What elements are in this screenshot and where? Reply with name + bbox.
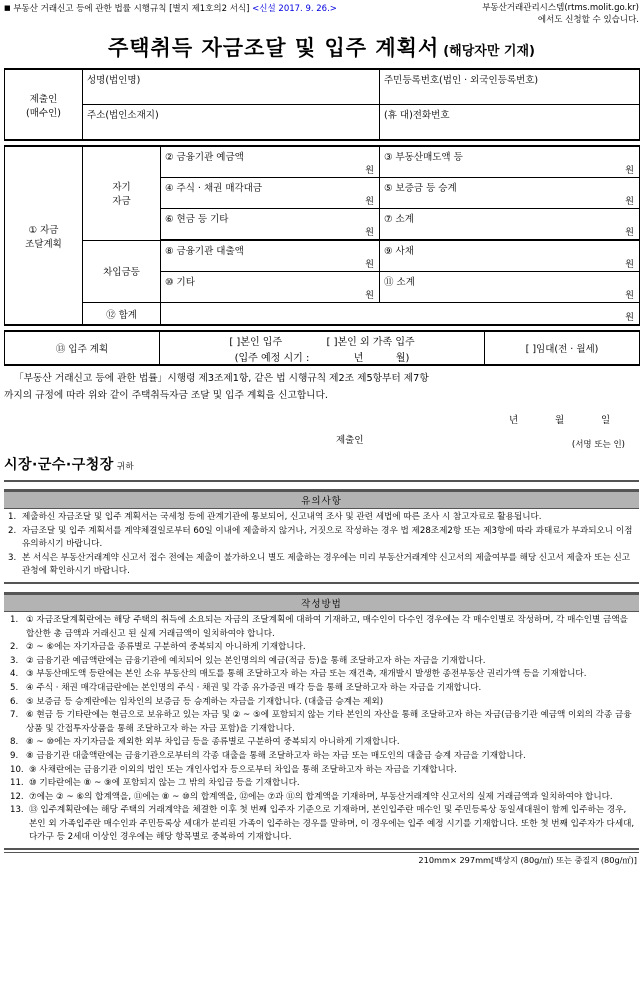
table-row — [5, 69, 640, 105]
list-number: 13. — [10, 805, 24, 816]
funding-field-9[interactable] — [380, 240, 640, 272]
address-field-cell[interactable] — [83, 105, 380, 141]
list-item — [10, 764, 637, 778]
rrn-label: 주민등록번호(법인 · 외국인등록번호) — [384, 75, 539, 86]
list-text: ④ 주식 · 채권 매각대금란에는 본인명의 주식 · 채권 및 각종 유가증권 매각 등을 통해 조달하고자 하는 자금을 기재합니다. — [26, 682, 482, 693]
table-row — [5, 240, 640, 272]
list-text: 본 서식은 부동산거래계약 신고서 접수 전에는 제출이 불가하오니 별도 제출하는 경우에는 미리 부동산거래계약 신고서의 제출여부를 해당 신고서 제출자 또는 신고관청에 확인하시기 바랍니다. — [22, 552, 631, 577]
signature-caption: (서명 또는 인) — [571, 440, 625, 450]
list-text: ⑧ ~ ⑩에는 자기자금을 제외한 외부 차입금 등을 종류별로 구분하여 중복되지 아니하게 기재합니다. — [26, 737, 400, 748]
list-number: 1. — [8, 512, 17, 522]
submitter-table — [4, 68, 640, 141]
list-item — [10, 777, 637, 791]
table-row — [5, 303, 640, 326]
list-text: ① 자금조달계획란에는 해당 주택의 취득에 소요되는 자금의 조달계획에 대하여 기재하고, 매수인이 다수인 경우에는 각 매수인별로 작성하며, 각 매수인별 금액을 합산한 총 금액과 거래신고 된 실제 거래금액이 일치하여야 합니다. — [26, 614, 628, 639]
statute-paragraph — [4, 370, 639, 404]
total-label-text: ⑫ 합계 — [106, 309, 137, 321]
list-item — [10, 750, 637, 764]
schedule-year-input[interactable]: 년 — [353, 353, 364, 364]
header-left — [4, 3, 461, 15]
list-text: ⑤ 보증금 등 승계란에는 임차인의 보증금 등 승계하는 자금을 기재합니다. (대출금 승계는 제외) — [26, 696, 384, 707]
funding-label-7: ⑦ 소계 — [384, 214, 414, 225]
list-number: 3. — [8, 552, 17, 563]
list-text: ⑩ 기타란에는 ⑧ ~ ⑨에 포함되지 않는 그 밖의 차입금 등을 기재합니다. — [29, 778, 300, 789]
statute-line-1: 「부동산 거래신고 등에 관한 법률」시행령 제3조제1항, 같은 법 시행규칙 제2조 제5항부터 제7항 — [14, 373, 429, 384]
occupancy-label-text: ⑬ 입주 계획 — [55, 344, 109, 355]
funding-plan-table — [4, 145, 640, 326]
funding-field-11[interactable] — [380, 272, 640, 303]
date-month-input[interactable]: 월 — [555, 415, 565, 426]
list-text: ⑬ 입주계획란에는 해당 주택의 거래계약을 체결한 이후 첫 번째 입주자 기준으로 기재하며, 본인입주란 매수인 및 주민등록상 동일세대원이 함께 입주하는 경우, 본인 외 가족입주란 매수인과 주민등록상 세대가 분리된 가족이 입주하는 경우를 말하며, 이 경우에는 입주 예정 시기를 기재합니다. 또한 첫 번째 입주자가 다세대, 다가구 등 2세대 이상인 경우에는 해당 항목별로 중복하여 기재합니다. — [29, 805, 635, 843]
won-unit: 원 — [625, 291, 634, 301]
own-funds-line1: 자기 — [112, 182, 131, 194]
list-text: ⑦에는 ② ~ ⑥의 합계액을, ⑪에는 ⑧ ~ ⑩의 합계액을, ⑫에는 ⑦과 ⑪의 합계액을 기재하며, 부동산거래계약 신고서의 실제 거래금액과 일치하여야 합니다. — [29, 791, 613, 802]
list-number: 11. — [10, 778, 24, 789]
header-system-note: 에서도 신청할 수 있습니다. — [537, 14, 639, 25]
list-number: 1. — [10, 614, 19, 625]
name-label: 성명(법인명) — [87, 75, 141, 86]
date-line — [4, 412, 639, 426]
list-number: 7. — [10, 710, 19, 721]
borrowed-funds-label — [83, 240, 161, 303]
addressee-line — [4, 454, 639, 474]
won-unit: 원 — [625, 197, 634, 207]
occupancy-section-label — [5, 331, 160, 365]
rrn-field-cell[interactable] — [380, 69, 640, 105]
funding-label-6: ⑥ 현금 등 기타 — [165, 214, 229, 225]
list-number: 2. — [8, 525, 17, 536]
list-item — [8, 552, 637, 579]
funding-label-line1: ① 자금 — [28, 224, 59, 236]
schedule-month-input[interactable]: 월) — [395, 353, 410, 364]
notice-body — [4, 509, 639, 582]
funding-label-4: ④ 주식 · 채권 매각대금 — [165, 183, 263, 194]
header-right — [461, 3, 639, 26]
list-text: ③ 부동산매도액 등란에는 본인 소유 부동산의 매도를 통해 조달하고자 하는 자금 또는 재건축, 재개발시 발생한 종전부동산 권리가액 등을 기재합니다. — [26, 669, 587, 680]
list-text: ② 금융기관 예금액란에는 금융기관에 예치되어 있는 본인명의의 예금(적금 등)을 통해 조달하고자 하는 자금을 기재합니다. — [26, 655, 486, 666]
checkbox-lease[interactable]: [ ]임대(전 · 월세) — [525, 344, 599, 355]
occupancy-lease-cell — [485, 331, 640, 365]
own-funds-label — [83, 146, 161, 240]
date-year-input[interactable]: 년 — [509, 415, 519, 426]
paper-spec: 210mm× 297mm[백상지 (80g/㎡) 또는 중질지 (80g/㎡)] — [418, 855, 637, 866]
funding-field-5[interactable] — [380, 178, 640, 209]
funding-field-3[interactable] — [380, 146, 640, 178]
footer — [4, 852, 639, 866]
list-text: ⑥ 현금 등 기타란에는 현금으로 보유하고 있는 자금 및 ② ~ ⑤에 포함되지 않는 기타 본인의 자산을 통해 조달하고자 하는 자금(금융기관 예금액 이외의 각종 금융상품 및 간접투자상품을 통해 조달하고자 하는 자금 포함)을 기재합니다. — [26, 710, 632, 734]
notice-heading: 유의사항 — [4, 491, 639, 509]
borrowed-label-text: 차입금등 — [103, 267, 140, 279]
occupancy-schedule-row — [160, 348, 484, 364]
funding-field-8[interactable] — [161, 240, 380, 272]
funding-field-2[interactable] — [161, 146, 380, 178]
won-unit: 원 — [625, 313, 634, 323]
schedule-prefix: (입주 예정 시기 : — [234, 353, 310, 364]
section-divider-bar — [4, 477, 639, 482]
title-main: 주택취득 자금조달 및 입주 계획서 — [107, 36, 440, 60]
list-item — [10, 696, 637, 710]
funding-label-9: ⑨ 사채 — [384, 246, 414, 257]
name-field-cell[interactable] — [83, 69, 380, 105]
bullet-square-icon: ■ — [4, 4, 11, 12]
won-unit: 원 — [365, 260, 374, 270]
funding-label-2: ② 금융기관 예금액 — [165, 152, 244, 163]
instructions-body — [4, 612, 639, 848]
won-unit: 원 — [365, 291, 374, 301]
submitter-caption: 제출인 — [336, 435, 364, 446]
list-item — [10, 614, 637, 641]
list-text: ⑧ 금융기관 대출액란에는 금융기관으로부터의 각종 대출을 통해 조달하고자 하는 자금 또는 매도인의 대출금 승계 자금을 기재합니다. — [26, 750, 526, 761]
statute-line-2: 까지의 규정에 따라 위와 같이 주택취득자금 조달 및 입주 계획을 신고합니다. — [4, 390, 328, 401]
won-unit: 원 — [365, 197, 374, 207]
list-item — [10, 682, 637, 696]
funding-total-field[interactable] — [161, 303, 640, 326]
occupancy-options-cell — [160, 331, 485, 365]
funding-field-4[interactable] — [161, 178, 380, 209]
submitter-row-label — [5, 69, 83, 140]
funding-field-7[interactable] — [380, 209, 640, 241]
list-number: 9. — [10, 750, 19, 761]
instructions-heading: 작성방법 — [4, 594, 639, 612]
submitter-label-line2: (매수인) — [26, 107, 61, 119]
list-text: ⑨ 사채란에는 금융기관 이외의 법인 또는 개인사업자 등으로부터 차입을 통해 조달하고자 하는 자금을 기재합니다. — [29, 764, 457, 775]
header-form-reference: 부동산 거래신고 등에 관한 법률 시행규칙 [별지 제1호의2 서식] — [13, 4, 250, 14]
list-number: 3. — [10, 655, 19, 666]
list-item — [8, 511, 637, 525]
page-title — [4, 32, 639, 62]
occupancy-options-row — [160, 332, 484, 348]
addressee-title: 시장·군수·구청장 — [4, 457, 114, 473]
table-row — [5, 105, 640, 141]
won-unit: 원 — [625, 228, 634, 238]
funding-label-8: ⑧ 금융기관 대출액 — [165, 246, 244, 257]
date-day-input[interactable]: 일 — [601, 415, 611, 426]
funding-label-3: ③ 부동산매도액 등 — [384, 152, 463, 163]
funding-label-line2: 조달계획 — [25, 238, 62, 250]
list-number: 4. — [10, 669, 19, 680]
addressee-suffix: 귀하 — [116, 462, 135, 472]
funding-field-6[interactable] — [161, 209, 380, 241]
list-number: 2. — [10, 642, 19, 653]
funding-label-5: ⑤ 보증금 등 승계 — [384, 183, 457, 194]
list-item — [10, 655, 637, 669]
list-item — [8, 525, 637, 552]
checkbox-family-occupancy[interactable]: [ ]본인 외 가족 입주 — [326, 337, 415, 348]
checkbox-self-occupancy[interactable]: [ ]본인 입주 — [229, 337, 283, 348]
occupancy-plan-table — [4, 330, 640, 366]
header-revision-note: <신설 2017. 9. 26.> — [252, 4, 337, 14]
list-number: 8. — [10, 737, 19, 748]
title-sub: (해당자만 기재) — [443, 44, 535, 59]
funding-field-10[interactable] — [161, 272, 380, 303]
document-header — [4, 0, 639, 26]
funding-section-label — [5, 146, 83, 325]
list-item — [10, 709, 637, 736]
won-unit: 원 — [365, 166, 374, 176]
table-row — [5, 146, 640, 178]
signature-row — [4, 432, 639, 452]
table-row — [5, 331, 640, 365]
list-item — [10, 641, 637, 655]
phone-field-cell[interactable] — [380, 105, 640, 141]
won-unit: 원 — [625, 166, 634, 176]
funding-label-11: ⑪ 소계 — [384, 277, 415, 288]
list-text: ② ~ ⑥에는 자기자금을 종류별로 구분하여 중복되지 아니하게 기재합니다. — [26, 642, 306, 653]
won-unit: 원 — [365, 228, 374, 238]
funding-total-label — [83, 303, 161, 326]
won-unit: 원 — [625, 260, 634, 270]
list-text: 자금조달 및 입주 계획서를 계약체결일로부터 60일 이내에 제출하지 않거나, 거짓으로 작성하는 경우 법 제28조제2항 또는 제3항에 따라 과태료가 부과되오니 이점 유의하시기 바랍니다. — [22, 525, 633, 550]
list-item — [10, 668, 637, 682]
instructions-list — [6, 614, 637, 845]
list-number: 5. — [10, 682, 19, 693]
notice-list — [6, 511, 637, 579]
instructions-section — [4, 592, 639, 850]
list-item — [10, 804, 637, 845]
submitter-label-line1: 제출인 — [29, 93, 58, 105]
phone-label: (휴 대)전화번호 — [384, 110, 450, 121]
notice-section — [4, 489, 639, 584]
funding-label-10: ⑩ 기타 — [165, 277, 195, 288]
list-number: 10. — [10, 764, 24, 775]
address-label: 주소(법인소재지) — [87, 110, 159, 121]
list-item — [10, 791, 637, 805]
list-number: 12. — [10, 791, 24, 802]
header-system-url: 부동산거래관리시스템(rtms.molit.go.kr) — [482, 3, 639, 13]
list-text: 제출하신 자금조달 및 입주 계획서는 국세청 등에 관계기관에 통보되어, 신고내역 조사 및 관련 세법에 따른 조사 시 참고자료로 활용됩니다. — [22, 512, 542, 522]
own-funds-line2: 자금 — [112, 196, 131, 208]
list-number: 6. — [10, 696, 19, 707]
list-item — [10, 736, 637, 750]
